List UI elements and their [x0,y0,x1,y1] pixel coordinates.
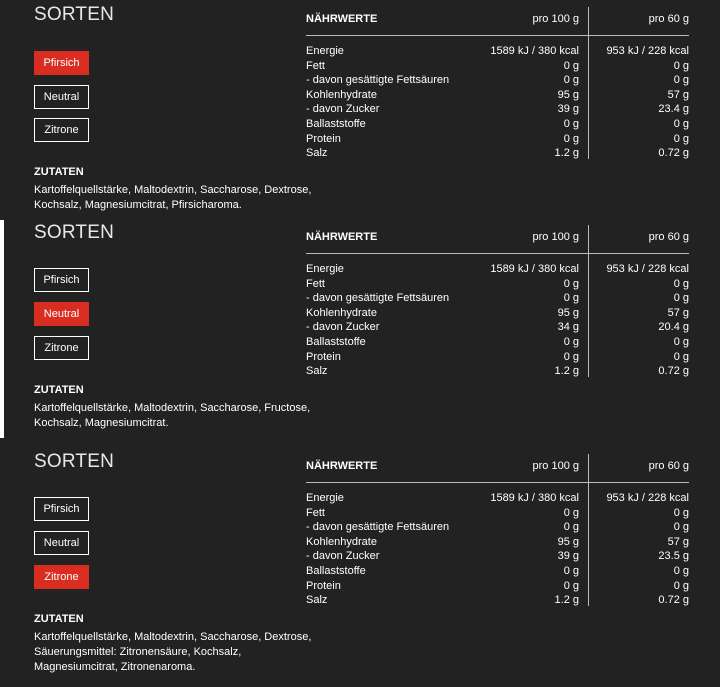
nutrient-name: Kohlenhydrate [306,306,377,319]
value-60g: 0.72 g [658,147,689,160]
zutaten-line: Säuerungsmittel: Zitronensäure, Kochsalz, [34,646,242,658]
naehrwerte-row [306,320,689,335]
naehrwerte-row [306,44,689,59]
naehrwerte-row [306,59,689,74]
sorte-button-pfirsich[interactable]: Pfirsich [34,51,89,75]
nutrient-name: Protein [306,579,341,592]
nutrient-name: Salz [306,147,328,160]
value-100g: 0 g [563,277,579,290]
nutrient-name: Protein [306,132,341,145]
naehrwerte-table [306,460,689,608]
sorten-panel-1 [0,0,720,220]
naehrwerte-row [306,306,689,321]
value-100g: 1589 kJ / 380 kcal [490,45,579,57]
value-100g: 0 g [563,292,579,305]
nutrient-name: Fett [306,506,325,519]
nutrient-name: Ballaststoffe [306,117,366,130]
naehrwerte-table [306,13,689,161]
value-100g: 39 g [557,550,579,563]
column-header-100g: pro 100 g [532,231,579,243]
naehrwerte-header [306,231,689,253]
value-60g: 0.72 g [658,365,689,378]
header-divider [306,253,689,254]
naehrwerte-rows [306,44,689,161]
value-100g: 0 g [563,521,579,534]
value-60g: 0 g [673,564,689,577]
value-60g: 0 g [673,350,689,363]
nutrient-name: Energie [306,45,344,57]
value-60g: 0 g [673,521,689,534]
value-60g: 0 g [673,335,689,348]
naehrwerte-row [306,73,689,88]
value-60g: 57 g [667,88,689,101]
naehrwerte-row [306,102,689,117]
nutrient-name: - davon Zucker [306,550,380,563]
naehrwerte-row [306,506,689,521]
sorten-title: SORTEN [34,4,115,25]
sorte-button-neutral[interactable]: Neutral [34,85,89,109]
nutrient-name: - davon gesättigte Fettsäuren [306,74,450,87]
naehrwerte-table [306,231,689,379]
nutrient-name: Kohlenhydrate [306,88,377,101]
naehrwerte-header [306,460,689,482]
sorten-title: SORTEN [34,222,115,243]
zutaten-line: Kartoffelquellstärke, Maltodextrin, Saccharose, Dextrose, [34,631,312,643]
naehrwerte-row [306,88,689,103]
column-header-60g: pro 60 g [648,231,689,243]
nutrient-name: - davon gesättigte Fettsäuren [306,521,450,534]
value-100g: 95 g [557,535,579,548]
zutaten-text [34,183,334,213]
value-100g: 95 g [557,88,579,101]
value-60g: 0 g [673,132,689,145]
naehrwerte-row [306,579,689,594]
sorte-button-pfirsich[interactable]: Pfirsich [34,497,89,521]
nutrient-name: - davon gesättigte Fettsäuren [306,292,450,305]
value-60g: 57 g [667,306,689,319]
value-60g: 57 g [667,535,689,548]
nutrient-name: - davon Zucker [306,321,380,334]
naehrwerte-row [306,117,689,132]
nutrient-name: Energie [306,263,344,275]
value-100g: 1589 kJ / 380 kcal [490,492,579,504]
value-100g: 0 g [563,74,579,87]
naehrwerte-row [306,549,689,564]
value-100g: 0 g [563,506,579,519]
naehrwerte-row [306,277,689,292]
sorte-button-neutral[interactable]: Neutral [34,302,89,326]
nutrient-name: Kohlenhydrate [306,535,377,548]
zutaten-line: Kochsalz, Magnesiumcitrat. [34,417,169,429]
value-60g: 0 g [673,277,689,290]
sorte-button-neutral[interactable]: Neutral [34,531,89,555]
value-100g: 0 g [563,579,579,592]
value-100g: 1.2 g [554,365,579,378]
value-100g: 0 g [563,335,579,348]
value-60g: 953 kJ / 228 kcal [606,492,689,504]
value-60g: 23.4 g [658,103,689,116]
value-100g: 34 g [557,321,579,334]
sorte-button-zitrone[interactable]: Zitrone [34,336,89,360]
naehrwerte-row [306,291,689,306]
value-100g: 0 g [563,350,579,363]
naehrwerte-row [306,335,689,350]
sorten-panel-2 [4,220,720,438]
value-60g: 0 g [673,59,689,72]
value-100g: 1589 kJ / 380 kcal [490,263,579,275]
value-60g: 0 g [673,506,689,519]
naehrwerte-row [306,146,689,161]
value-60g: 953 kJ / 228 kcal [606,45,689,57]
naehrwerte-title: NÄHRWERTE [306,231,378,243]
nutrient-name: Ballaststoffe [306,335,366,348]
naehrwerte-rows [306,262,689,379]
value-100g: 0 g [563,59,579,72]
zutaten-line: Kartoffelquellstärke, Maltodextrin, Saccharose, Fructose, [34,402,311,414]
zutaten-line: Kochsalz, Magnesiumcitrat, Pfirsicharoma. [34,199,242,211]
sorten-title: SORTEN [34,451,115,472]
nutrient-name: Fett [306,277,325,290]
column-header-100g: pro 100 g [532,13,579,25]
value-100g: 0 g [563,564,579,577]
naehrwerte-title: NÄHRWERTE [306,460,378,472]
value-100g: 0 g [563,117,579,130]
naehrwerte-row [306,491,689,506]
naehrwerte-row [306,350,689,365]
zutaten-title: ZUTATEN [34,613,84,625]
naehrwerte-header [306,13,689,35]
nutrient-name: - davon Zucker [306,103,380,116]
nutrient-name: Fett [306,59,325,72]
sorte-button-pfirsich[interactable]: Pfirsich [34,268,89,292]
sorten-panel-3 [0,438,720,687]
zutaten-line: Kartoffelquellstärke, Maltodextrin, Saccharose, Dextrose, [34,184,312,196]
naehrwerte-row [306,535,689,550]
nutrient-name: Salz [306,594,328,607]
naehrwerte-row [306,132,689,147]
value-60g: 0 g [673,117,689,130]
value-60g: 0 g [673,579,689,592]
nutrient-name: Ballaststoffe [306,564,366,577]
nutrient-name: Salz [306,365,328,378]
value-100g: 1.2 g [554,594,579,607]
column-header-60g: pro 60 g [648,460,689,472]
naehrwerte-row [306,520,689,535]
value-60g: 20.4 g [658,321,689,334]
naehrwerte-title: NÄHRWERTE [306,13,378,25]
value-100g: 0 g [563,132,579,145]
value-100g: 39 g [557,103,579,116]
value-60g: 23.5 g [658,550,689,563]
zutaten-title: ZUTATEN [34,166,84,178]
value-100g: 95 g [557,306,579,319]
value-60g: 953 kJ / 228 kcal [606,263,689,275]
naehrwerte-rows [306,491,689,608]
naehrwerte-row [306,564,689,579]
nutrient-name: Protein [306,350,341,363]
zutaten-line: Magnesiumcitrat, Zitronenaroma. [34,661,196,673]
value-60g: 0.72 g [658,594,689,607]
zutaten-text [34,401,334,431]
column-header-100g: pro 100 g [532,460,579,472]
header-divider [306,482,689,483]
value-60g: 0 g [673,74,689,87]
value-60g: 0 g [673,292,689,305]
zutaten-title: ZUTATEN [34,384,84,396]
naehrwerte-row [306,593,689,608]
sorte-button-zitrone[interactable]: Zitrone [34,118,89,142]
column-header-60g: pro 60 g [648,13,689,25]
header-divider [306,35,689,36]
value-100g: 1.2 g [554,147,579,160]
sorte-button-zitrone[interactable]: Zitrone [34,565,89,589]
zutaten-text [34,630,334,675]
nutrient-name: Energie [306,492,344,504]
naehrwerte-row [306,262,689,277]
naehrwerte-row [306,364,689,379]
